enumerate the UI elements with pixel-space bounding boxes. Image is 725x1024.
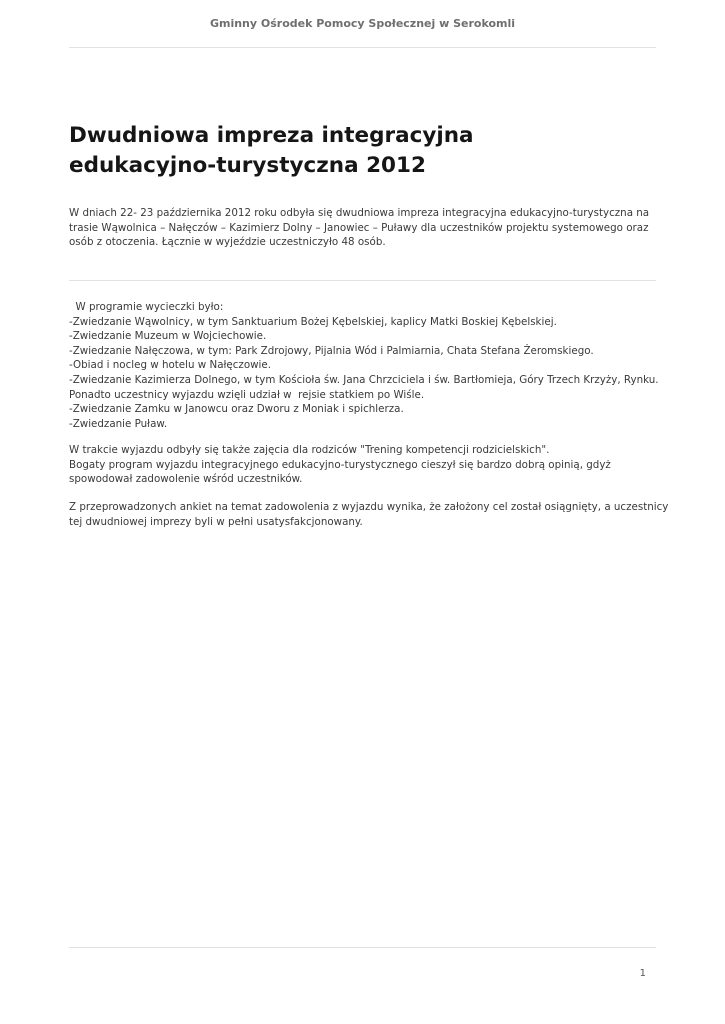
article-intro-paragraph: W dniach 22- 23 października 2012 roku odbyła się dwudniowa impreza integracyjna edukacyjno-turystyczna na trasie Wąwolnica – Nałęczów – Kazimierz Dolny – Janowiec – Puławy dla uczestników projektu systemowego oraz osób z otoczenia. Łącznie w wyjeździe uczestniczyło 48 osób. xyxy=(69,207,650,249)
program-line: -Zwiedzanie Wąwolnicy, w tym Sanktuarium Bożej Kębelskiej, kaplicy Matki Boskiej Kębelskiej. xyxy=(69,315,557,328)
program-line: -Obiad i nocleg w hotelu w Nałęczowie. xyxy=(69,359,272,372)
header-divider xyxy=(69,47,656,48)
program-line: -Zwiedzanie Nałęczowa, w tym: Park Zdrojowy, Pijalnia Wód i Palmiarnia, Chata Stefana Żeromskiego. xyxy=(69,344,594,357)
program-list xyxy=(69,300,669,431)
program-line: -Zwiedzanie Zamku w Janowcu oraz Dworu z Moniak i spichlerza. xyxy=(69,403,404,416)
article-title-line-1: Dwudniowa impreza integracyjna xyxy=(69,123,474,148)
footer-divider xyxy=(69,947,656,948)
program-line: -Zwiedzanie Kazimierza Dolnego, w tym Kościoła św. Jana Chrzciciela i św. Bartłomieja, Góry Trzech Krzyży, Rynku. xyxy=(69,373,659,386)
opinion-line: Bogaty program wyjazdu integracyjnego edukacyjno-turystycznego cieszył się bardzo dobrą opinią, gdyż spowodował zadowolenie wśród uczestników. xyxy=(69,458,611,486)
program-line: W programie wycieczki było: xyxy=(69,301,224,313)
article-title xyxy=(69,121,659,181)
workshop-paragraph xyxy=(69,443,669,487)
workshop-line: W trakcie wyjazdu odbyły się także zajęcia dla rodziców "Trening kompetencji rodzicielskich". xyxy=(69,444,550,456)
article-title-line-2: edukacyjno-turystyczna 2012 xyxy=(69,153,426,178)
summary-paragraph: Z przeprowadzonych ankiet na temat zadowolenia z wyjazdu wynika, że założony cel został osiągnięty, a uczestnicy tej dwudniowej imprezy byli w pełni usatysfakcjonowany. xyxy=(69,501,669,528)
program-line: -Zwiedzanie Muzeum w Wojciechowie. xyxy=(69,330,267,343)
section-divider xyxy=(69,280,656,281)
page-number: 1 xyxy=(639,968,646,979)
program-line: Ponadto uczestnicy wyjazdu wzięli udział w rejsie statkiem po Wiśle. xyxy=(69,388,425,401)
program-line: -Zwiedzanie Puław. xyxy=(69,417,168,430)
page-header-title: Gminny Ośrodek Pomocy Społecznej w Serokomli xyxy=(209,17,516,30)
